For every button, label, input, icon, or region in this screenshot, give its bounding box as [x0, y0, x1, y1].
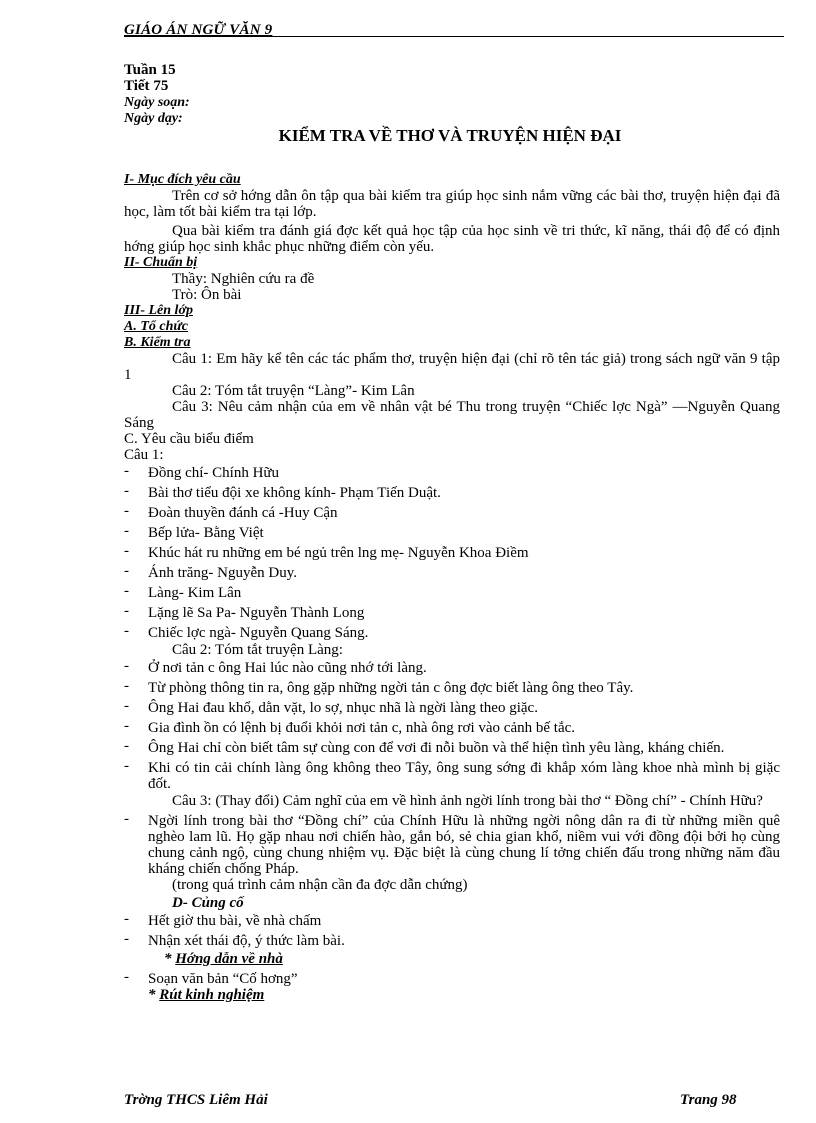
teacher-preparation: Thầy: Nghiên cứu ra đề	[172, 271, 315, 287]
homework-label: Hớng dẫn về nhà	[175, 951, 283, 967]
section-preparation-heading: II- Chuẩn bị	[124, 255, 198, 270]
subsection-a-heading: A. Tổ chức	[124, 319, 188, 334]
list-item: - Lặng lẽ Sa Pa- Nguyễn Thành Long	[124, 605, 780, 621]
homework-heading	[124, 951, 780, 967]
header-title: GIÁO ÁN NGỮ VĂN 9	[124, 22, 273, 38]
lesson-value: 75	[153, 78, 169, 94]
list-item: - Soạn văn bản “Cố hơng”	[124, 971, 780, 987]
list-item: - Chiếc lợc ngà- Nguyễn Quang Sáng.	[124, 625, 780, 641]
objectives-paragraph-1: Trên cơ sở hớng dẫn ôn tập qua bài kiểm tra giúp học sinh nắm vững các bài thơ, truyện hiện đại đã học, làm tốt bài kiểm tra tại lớp.	[124, 188, 780, 220]
subsection-b-heading: B. Kiểm tra	[124, 335, 191, 350]
list-item: - Ở nơi tản c ông Hai lúc nào cũng nhớ tới làng.	[124, 660, 780, 676]
answer-1-label: Câu 1:	[124, 447, 164, 463]
footer-page-number: Trang 98	[680, 1092, 737, 1108]
list-item: - Ông Hai đau khổ, dằn vặt, lo sợ, nhục nhã là ngời làng theo giặc.	[124, 700, 780, 716]
list-item: - Nhận xét thái độ, ý thức làm bài.	[124, 933, 780, 949]
lesson-line	[124, 78, 168, 94]
document-title: KIỂM TRA VỀ THƠ VÀ TRUYỆN HIỆN ĐẠI	[278, 126, 622, 145]
prep-date: Ngày soạn:	[124, 95, 190, 110]
header-rule	[124, 36, 784, 37]
section-objectives-heading: I- Mục đích yêu cầu	[124, 172, 241, 187]
question-3: Câu 3: Nêu cảm nhận của em về nhân vật bé Thu trong truyện “Chiếc lợc Ngà” —Nguyễn Quang Sáng	[124, 399, 780, 431]
question-1: Câu 1: Em hãy kể tên các tác phẩm thơ, truyện hiện đại (chỉ rõ tên tác giả) trong sách ngữ văn 9 tập 1	[124, 351, 780, 383]
homework-star: *	[164, 951, 172, 967]
student-preparation: Trò: Ôn bài	[172, 287, 242, 303]
answer-3-list	[124, 813, 780, 877]
list-item: - Ngời lính trong bài thơ “Đồng chí” của Chính Hữu là những ngời nông dân ra đi từ những miền quê nghèo lam lũ. Họ gặp nhau nơi chiến hào, gắn bó, sẻ chia gian khổ, niềm vui với đồng đội bởi họ cùng chung cảnh ngộ, cùng chung nhiệm vụ. Đặc biệt là cùng chung lí tởng chiến đấu trong những năm đầu kháng chiến chống Pháp.	[124, 813, 780, 877]
lessons-learned-star: *	[148, 987, 156, 1003]
list-item: - Bếp lửa- Bằng Việt	[124, 525, 780, 541]
list-item: - Hết giờ thu bài, về nhà chấm	[124, 913, 780, 929]
answer-2-heading: Câu 2: Tóm tắt truyện Làng:	[172, 642, 343, 658]
list-item: - Gia đình ồn có lệnh bị đuổi khỏi nơi tản c, nhà ông rơi vào cảnh bế tắc.	[124, 720, 780, 736]
list-item: - Đoàn thuyền đánh cá -Huy Cận	[124, 505, 780, 521]
list-item: - Đồng chí- Chính Hữu	[124, 465, 780, 481]
answer-1-list	[124, 465, 780, 641]
document-body	[124, 172, 780, 1003]
objectives-paragraph-2: Qua bài kiểm tra đánh giá đợc kết quả học tập của học sinh về tri thức, kĩ năng, thái độ để có định hớng giúp học sinh khắc phục những điểm còn yếu.	[124, 223, 780, 255]
lesson-label: Tiết	[124, 78, 150, 94]
footer-school: Trờng THCS Liêm Hải	[124, 1092, 268, 1108]
list-item: - Khi có tin cải chính làng ông không theo Tây, ông sung sớng đi khắp xóm làng khoe nhà mình bị giặc đốt.	[124, 760, 780, 792]
week-label: Tuần	[124, 62, 157, 78]
homework-list	[124, 971, 780, 987]
list-item: - Bài thơ tiểu đội xe không kính- Phạm Tiến Duật.	[124, 485, 780, 501]
subsection-c-heading: C. Yêu cầu biểu điểm	[124, 431, 254, 447]
answer-2-list	[124, 660, 780, 792]
lessons-learned-heading	[124, 987, 780, 1003]
week-value: 15	[160, 62, 176, 78]
section-lesson-heading: III- Lên lớp	[124, 303, 193, 318]
list-item: - Từ phòng thông tin ra, ông gặp những ngời tản c ông đợc biết làng ông theo Tây.	[124, 680, 780, 696]
teach-date: Ngày dạy:	[124, 111, 183, 126]
list-item: - Ánh trăng- Nguyễn Duy.	[124, 565, 780, 581]
answer-3-heading: Câu 3: (Thay đổi) Cảm nghĩ của em về hình ảnh ngời lính trong bài thơ “ Đồng chí” - Chính Hữu?	[172, 793, 763, 809]
list-item: - Khúc hát ru những em bé ngủ trên lng mẹ- Nguyễn Khoa Điềm	[124, 545, 780, 561]
consolidation-list	[124, 913, 780, 949]
question-2: Câu 2: Tóm tắt truyện “Làng”- Kim Lân	[172, 383, 415, 399]
list-item: - Làng- Kim Lân	[124, 585, 780, 601]
week-line	[124, 62, 176, 78]
section-consolidation-heading: D- Củng cố	[172, 895, 244, 911]
answer-3-note: (trong quá trình cảm nhận cần đa đợc dẫn chứng)	[172, 877, 468, 893]
lessons-learned-label: Rút kinh nghiệm	[159, 987, 265, 1003]
list-item: - Ông Hai chỉ còn biết tâm sự cùng con để vơi đi nỗi buồn và thể hiện tình yêu làng, kháng chiến.	[124, 740, 780, 756]
